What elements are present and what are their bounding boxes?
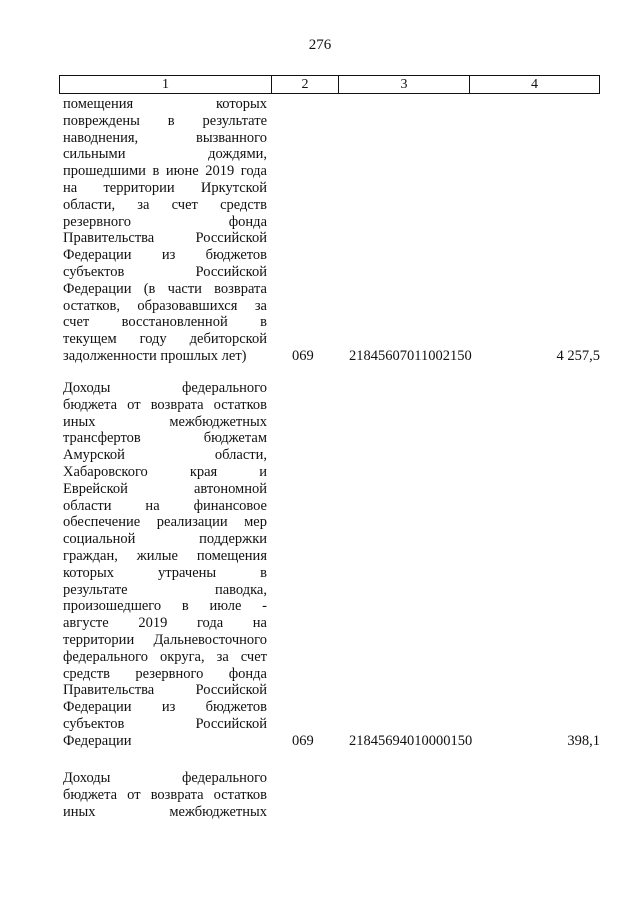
description-line: остатков, образовавшихся за [63,297,267,314]
description-line: Федерации [63,732,132,749]
column-header-row [60,76,600,94]
description-line: резервного фонда [63,213,267,230]
description-line: средств резервного фонда [63,665,267,682]
description-line: августе 2019 года на [63,615,267,632]
column-header-1: 1 [60,76,272,94]
description-line: Доходы федерального [63,380,267,396]
column-header-table [59,75,600,94]
description-line: области на финансовое [63,497,267,514]
page-number: 276 [308,37,332,53]
description-line: счет восстановленной в [63,314,267,331]
description-line: текущем году дебиторской [63,331,267,348]
description-line: социальной поддержки [63,531,267,548]
description-line: субъектов Российской [63,715,267,732]
description-line: наводнения, вызванного [63,129,267,146]
description-line: результате паводка, [63,581,267,598]
description-line: прошедшими в июне 2019 года [63,163,267,180]
row-description [63,380,267,750]
description-line: иных межбюджетных [63,803,267,820]
description-line: помещения которых [63,96,267,112]
description-line: на территории Иркутской [63,179,267,196]
description-line: задолженности прошлых лет) [63,347,247,364]
description-line: бюджета от возврата остатков [63,786,267,803]
description-line: сильными дождями, [63,146,267,163]
amount-cell: 398,1 [567,732,600,749]
column-header-3: 3 [339,76,470,94]
admin-code-cell: 069 [292,732,314,749]
column-header-2: 2 [272,76,339,94]
row-description [63,96,267,365]
description-line: Федерации (в части возврата [63,280,267,297]
description-line: иных межбюджетных [63,413,267,430]
amount-cell: 4 257,5 [556,348,600,364]
kbk-code-cell: 21845607011002150 [349,348,472,364]
description-line: Еврейской автономной [63,480,267,497]
description-line: Доходы федерального [63,770,267,786]
description-line: Хабаровского края и [63,463,267,480]
column-header-4: 4 [470,76,600,94]
description-line: повреждены в результате [63,112,267,129]
description-line: Правительства Российской [63,230,267,247]
kbk-code-cell: 21845694010000150 [349,732,473,749]
description-line: произошедшего в июле - [63,598,267,615]
description-line: трансфертов бюджетам [63,430,267,447]
description-line: граждан, жилые помещения [63,547,267,564]
description-line: Амурской области, [63,447,267,464]
row-description [63,770,267,820]
description-line: обеспечение реализации мер [63,514,267,531]
description-line: территории Дальневосточного [63,631,267,648]
description-line: Федерации из бюджетов [63,699,267,716]
description-line: которых утрачены в [63,564,267,581]
description-line: бюджета от возврата остатков [63,396,267,413]
description-line: области, за счет средств [63,196,267,213]
admin-code-cell: 069 [292,348,314,364]
description-line: Федерации из бюджетов [63,247,267,264]
description-line: субъектов Российской [63,263,267,280]
description-line: Правительства Российской [63,682,267,699]
description-line: федерального округа, за счет [63,648,267,665]
